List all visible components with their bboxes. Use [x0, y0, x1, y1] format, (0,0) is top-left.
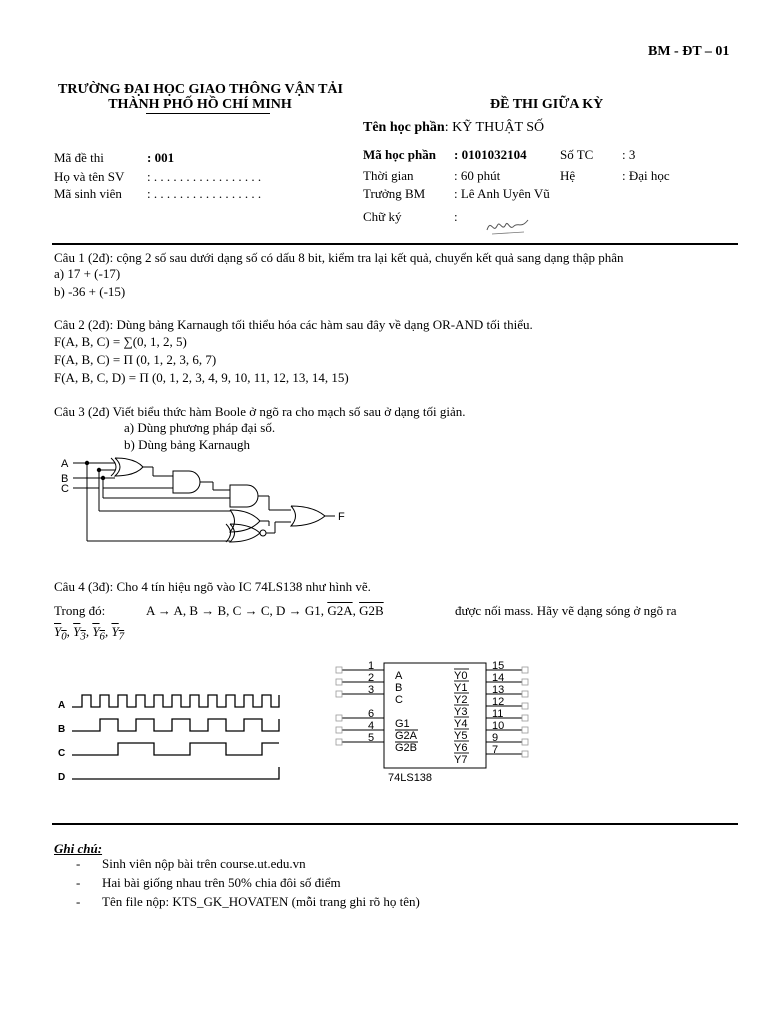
form-code: BM - ĐT – 01 [648, 44, 730, 59]
wave-c [72, 743, 279, 755]
q3-title: Câu 3 (2đ) Viết biểu thức hàm Boole ở ngõ ra cho mạch số sau ở dạng tối giản. [54, 404, 466, 419]
signature-label: Chữ ký [363, 209, 402, 224]
school-name-line1: TRƯỜNG ĐẠI HỌC GIAO THÔNG VẬN TẢI [58, 82, 343, 97]
q4-mapping: A → A, B → B, C → C, D → G1, [146, 603, 325, 618]
pin-label-g2a: G2A [395, 730, 418, 742]
signature-image [484, 212, 532, 238]
out-y7: $Y_7$ [111, 624, 125, 643]
pin-num-3: 3 [368, 684, 375, 696]
pin-num-6: 6 [368, 708, 375, 720]
pin-label-g2b: G2B [395, 742, 418, 754]
q1-part-b: b) -36 + (-15) [54, 284, 126, 299]
exam-code-label: Mã đề thi [54, 150, 104, 165]
time-value: : 60 phút [454, 168, 501, 183]
student-id-field[interactable]: : . . . . . . . . . . . . . . . . . [147, 186, 262, 201]
note-item-2: Hai bài giống nhau trên 50% chia đôi số điểm [102, 875, 341, 890]
q4-outputs: $Y_0$, $Y_3$, $Y_6$, $Y_7$ [54, 624, 125, 643]
q4-title: Câu 4 (3đ): Cho 4 tín hiệu ngõ vào IC 74LS138 như hình vẽ. [54, 579, 371, 594]
pin-label-y2: Y2 [454, 694, 468, 706]
out-y0: $Y_0$ [54, 624, 67, 643]
notes-title: Ghi chú: [54, 841, 103, 856]
wave-b [72, 719, 279, 731]
pin-num-7: 7 [492, 744, 499, 756]
circuit-input-b: B [61, 473, 69, 485]
course-value: : KỸ THUẬT SỐ [444, 120, 545, 135]
pin-label-g1: G1 [395, 718, 410, 730]
course-code-value: : 0101032104 [454, 147, 527, 162]
q2-func-2: F(A, B, C) = Π (0, 1, 2, 3, 6, 7) [54, 352, 217, 367]
time-label: Thời gian [363, 168, 414, 183]
wave-label-c: C [58, 748, 66, 759]
pin-num-12: 12 [492, 696, 505, 708]
q4-g2a: G2A [327, 603, 353, 618]
pin-num-2: 2 [368, 672, 375, 684]
school-name-line2: THÀNH PHỐ HỒ CHÍ MINH [108, 97, 292, 112]
course-label: Tên học phần [363, 120, 445, 135]
exam-title: ĐỀ THI GIỮA KỲ [490, 97, 604, 112]
pin-label-y1: Y1 [454, 682, 468, 694]
pin-label-y0: Y0 [454, 670, 468, 682]
note-item-3: Tên file nộp: KTS_GK_HOVATEN (mỗi trang ghi rõ họ tên) [102, 894, 420, 909]
out-y3: $Y_3$ [73, 624, 86, 643]
note-item-1: Sinh viên nộp bài trên course.ut.edu.vn [102, 856, 306, 871]
q1-part-a: a) 17 + (-17) [54, 266, 121, 281]
wave-label-a: A [58, 700, 66, 711]
circuit-input-a: A [61, 458, 69, 470]
system-value: : Đại học [622, 168, 670, 183]
q4-intro: Trong đó: [54, 603, 106, 618]
pin-label-c: C [395, 694, 403, 706]
q3-part-b: b) Dùng bảng Karnaugh [124, 437, 250, 452]
q2-func-3: F(A, B, C, D) = Π (0, 1, 2, 3, 4, 9, 10, 11, 12, 13, 14, 15) [54, 370, 349, 385]
q4-g2b: G2B [359, 603, 384, 618]
pin-num-15: 15 [492, 660, 505, 672]
pin-num-13: 13 [492, 684, 505, 696]
ic-name-label: 74LS138 [388, 772, 433, 784]
logic-circuit-diagram [55, 454, 365, 546]
pin-num-4: 4 [368, 720, 375, 732]
q4-line-post: được nối mass. Hãy vẽ dạng sóng ở ngõ ra [455, 603, 677, 618]
course-code-label: Mã học phần [363, 147, 436, 162]
wave-a [72, 695, 279, 707]
note-bullet-2: - [76, 875, 81, 890]
pin-label-y7: Y7 [454, 754, 468, 766]
pin-label-y4: Y4 [454, 718, 468, 730]
pin-label-y3: Y3 [454, 706, 468, 718]
pin-num-10: 10 [492, 720, 505, 732]
circuit-input-c: C [61, 483, 69, 495]
exam-code-value: : 001 [147, 150, 175, 165]
note-bullet-1: - [76, 856, 81, 871]
pin-label-y5: Y5 [454, 730, 468, 742]
q2-title: Câu 2 (2đ): Dùng bảng Karnaugh tối thiểu hóa các hàm sau đây về dạng OR-AND tối thiểu. [54, 317, 533, 332]
student-name-field[interactable]: : . . . . . . . . . . . . . . . . . [147, 169, 262, 184]
pin-label-a: A [395, 670, 403, 682]
pin-num-9: 9 [492, 732, 499, 744]
head-label: Trưởng BM [363, 186, 426, 201]
credits-value: : 3 [622, 147, 636, 162]
school-underline [146, 113, 270, 114]
head-value: : Lê Anh Uyên Vũ [454, 186, 550, 201]
pin-num-11: 11 [492, 708, 504, 720]
signature-colon: : [454, 209, 458, 224]
notes-divider [52, 823, 738, 825]
student-id-label: Mã sinh viên [54, 186, 122, 201]
circuit-output-f: F [338, 511, 345, 523]
wave-label-d: D [58, 772, 66, 783]
system-label: Hệ [560, 168, 576, 183]
q4-comma: , [352, 603, 356, 618]
q1-title: Câu 1 (2đ): cộng 2 số sau dưới dạng số có dấu 8 bit, kiểm tra lại kết quả, chuyển kết quả sang dạng thập phân [54, 250, 624, 265]
header-divider [52, 243, 738, 245]
q2-func-1: F(A, B, C) = ∑(0, 1, 2, 5) [54, 334, 187, 349]
pin-num-5: 5 [368, 732, 375, 744]
wave-label-b: B [58, 724, 66, 735]
note-bullet-3: - [76, 894, 81, 909]
pin-num-14: 14 [492, 672, 505, 684]
ic-74ls138-diagram [334, 660, 544, 786]
pin-label-b: B [395, 682, 403, 694]
input-waveforms [56, 692, 296, 788]
wave-d [72, 767, 279, 779]
student-name-label: Họ và tên SV [54, 169, 125, 184]
q3-part-a: a) Dùng phương pháp đại số. [124, 420, 276, 435]
out-y6: $Y_6$ [92, 624, 105, 643]
pin-num-1: 1 [368, 660, 375, 672]
credits-label: Số TC [560, 147, 594, 162]
pin-label-y6: Y6 [454, 742, 468, 754]
